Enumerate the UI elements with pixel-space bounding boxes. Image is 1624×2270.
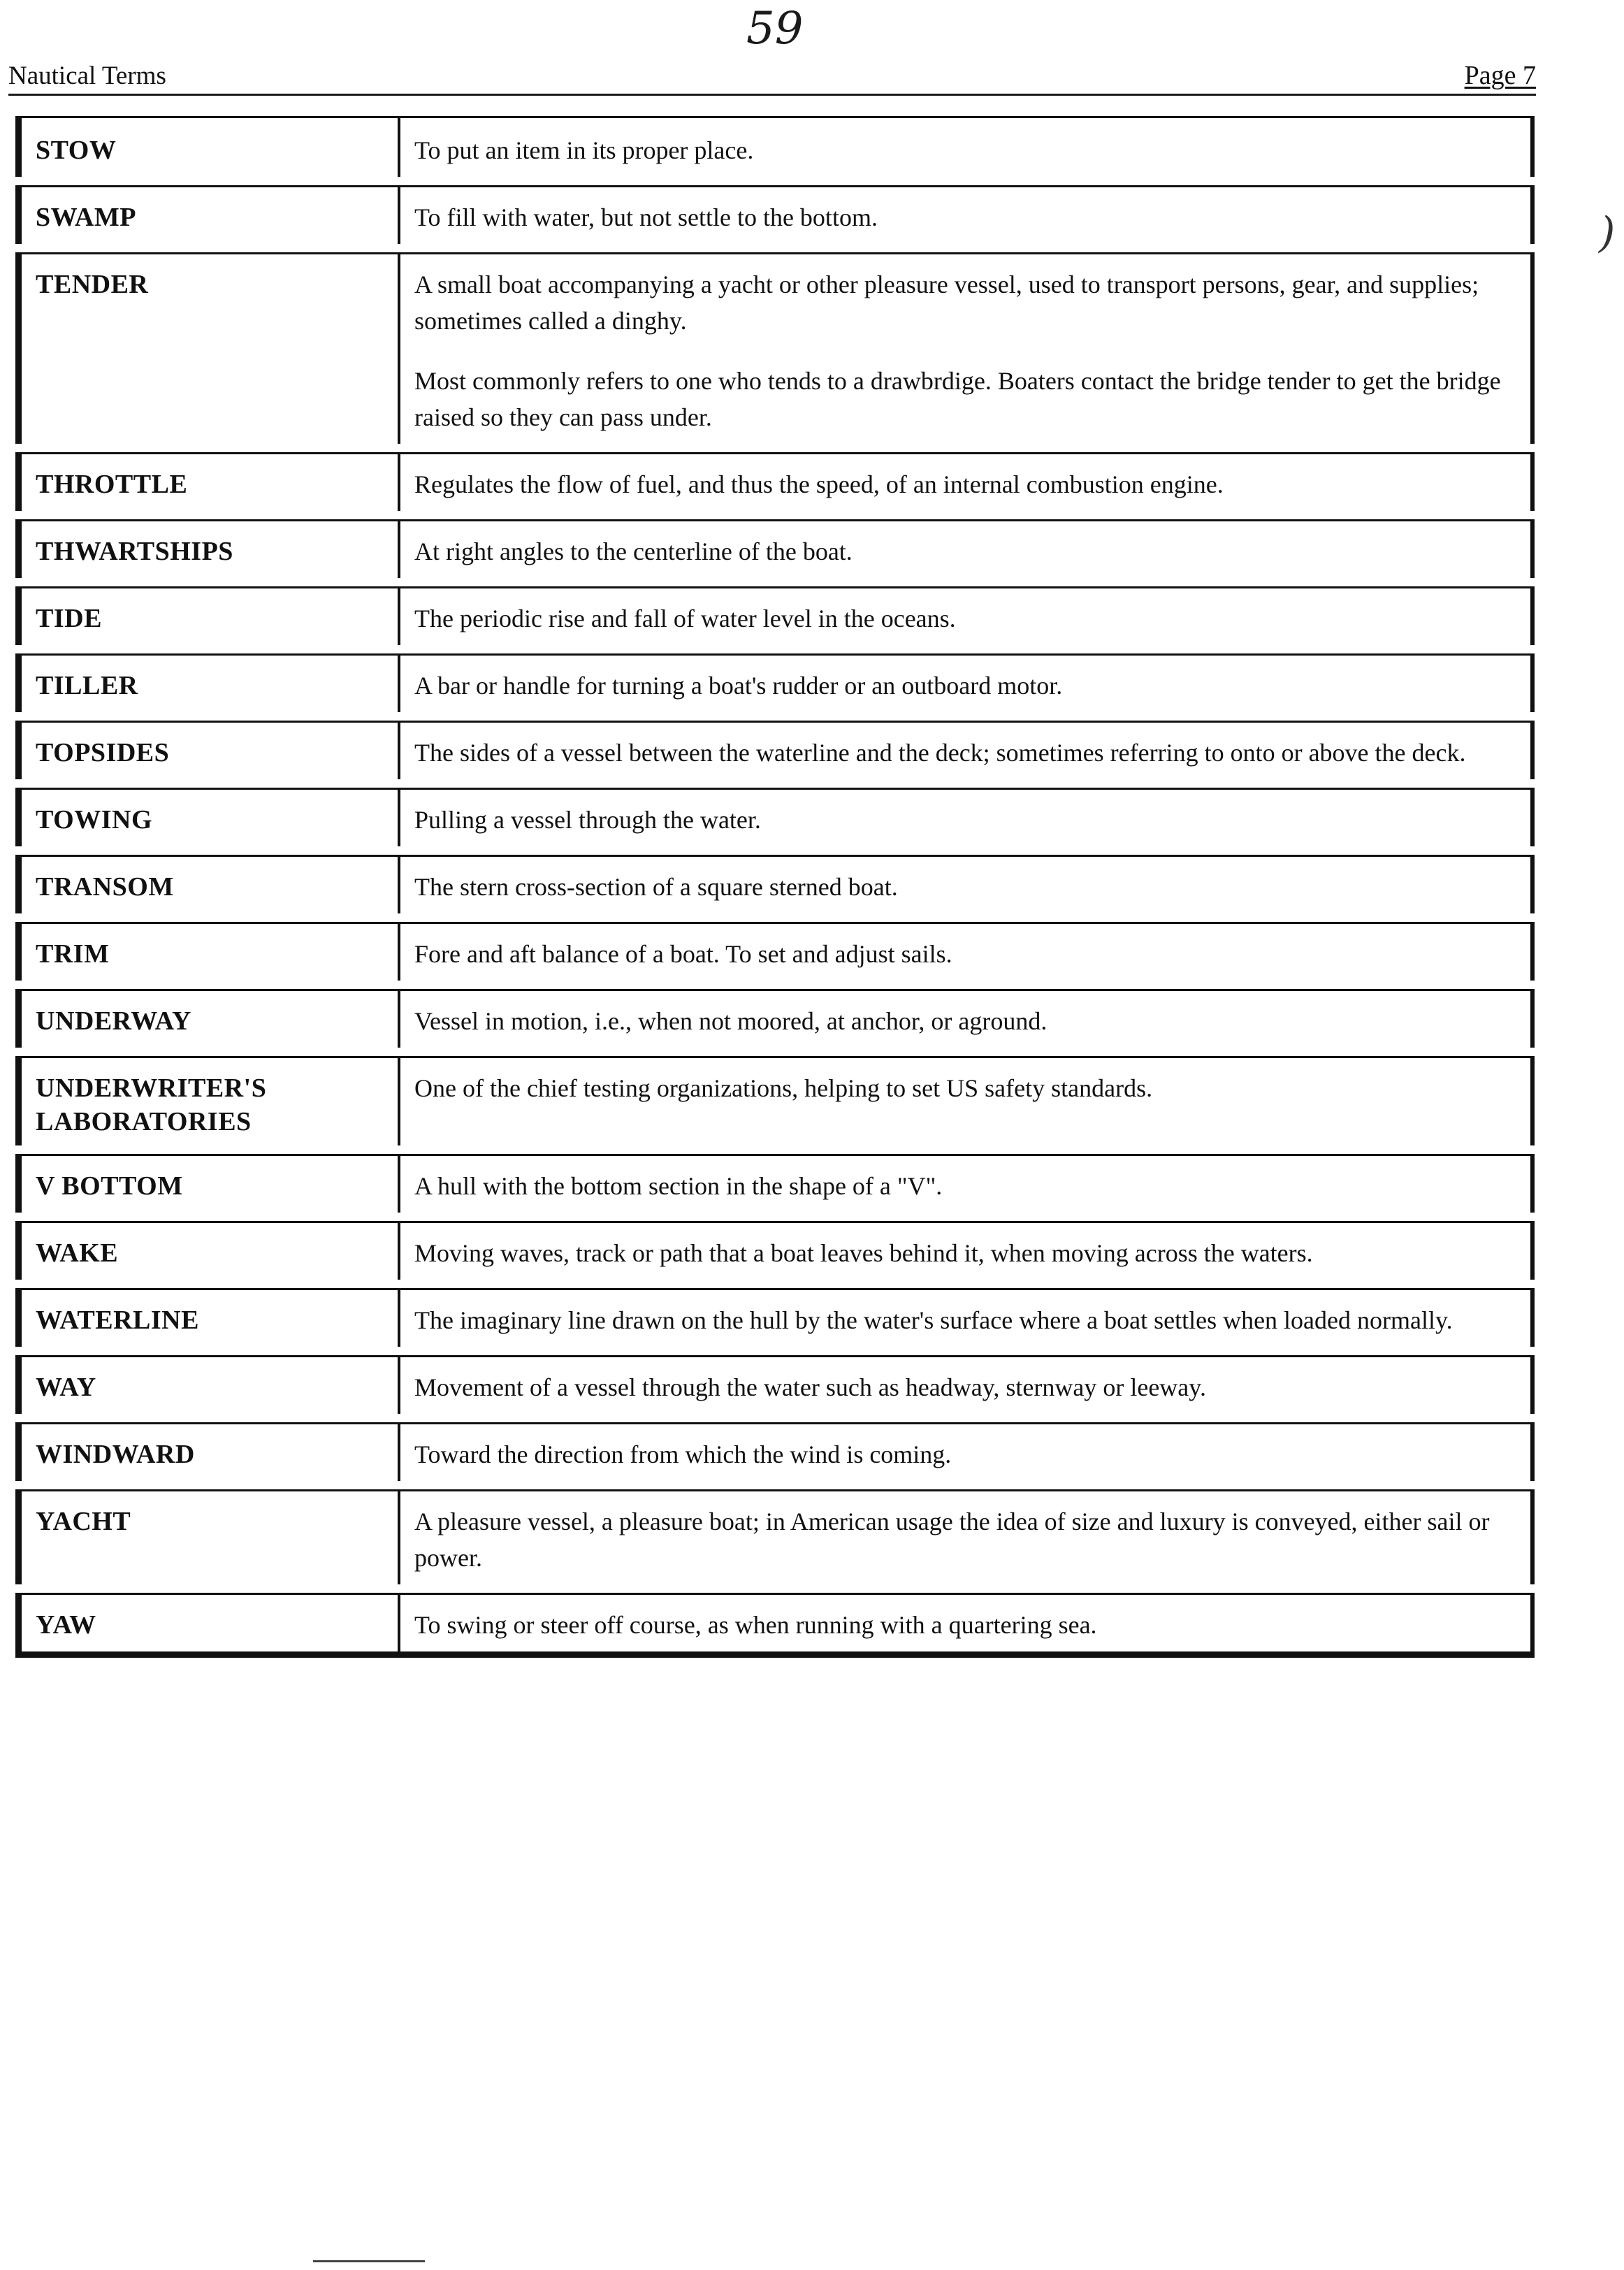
definition-text: Moving waves, track or path that a boat leaves behind it, when moving across the waters.: [414, 1239, 1313, 1267]
glossary-row: [19, 1052, 1533, 1150]
definition-cell: [399, 582, 1532, 649]
definition-cell: [399, 783, 1532, 851]
definition-text: Movement of a vessel through the water such as headway, sternway or leeway.: [414, 1373, 1206, 1401]
definition-text: The imaginary line drawn on the hull by the water's surface where a boat settles when loaded normally.: [414, 1306, 1453, 1334]
definition-text: Fore and aft balance of a boat. To set and adjust sails.: [414, 940, 952, 968]
document-title: Nautical Terms: [8, 62, 166, 90]
term-cell: TILLER: [19, 649, 400, 716]
term-cell: TRIM: [19, 918, 400, 985]
term-cell: V BOTTOM: [19, 1150, 400, 1217]
definition-text: The periodic rise and fall of water level in the oceans.: [414, 605, 956, 632]
term-cell: WAKE: [19, 1217, 400, 1284]
glossary-row: [19, 448, 1533, 515]
definition-text: The stern cross-section of a square sterned boat.: [414, 873, 898, 901]
term-cell: TENDER: [19, 248, 400, 448]
glossary-row: [19, 1217, 1533, 1284]
glossary-row: [19, 1351, 1533, 1418]
definition-text: Pulling a vessel through the water.: [414, 806, 761, 834]
definition-cell: [399, 1284, 1532, 1351]
term-cell: UNDERWAY: [19, 985, 400, 1052]
definition-cell: [399, 649, 1532, 716]
glossary-row: [19, 918, 1533, 985]
glossary-row: [19, 1284, 1533, 1351]
term-cell: TOWING: [19, 783, 400, 851]
definition-text: A small boat accompanying a yacht or other pleasure vessel, used to transport persons, gear, and supplies; sometimes called a dinghy.: [414, 270, 1479, 335]
term-cell: THWARTSHIPS: [19, 515, 400, 582]
definition-cell: [399, 985, 1532, 1052]
definition-text: To swing or steer off course, as when running with a quartering sea.: [414, 1611, 1097, 1639]
glossary-row: [19, 716, 1533, 783]
page-number: Page 7: [1464, 61, 1536, 90]
term-cell: UNDERWRITER'S LABORATORIES: [19, 1052, 400, 1150]
term-cell: THROTTLE: [19, 448, 400, 515]
glossary-row: [19, 582, 1533, 649]
definition-cell: [399, 181, 1532, 248]
definition-text: At right angles to the centerline of the boat.: [414, 537, 853, 565]
term-cell: SWAMP: [19, 181, 400, 248]
term-cell: YAW: [19, 1589, 400, 1655]
glossary-row: [19, 181, 1533, 248]
definition-cell: [399, 248, 1532, 448]
glossary-row: [19, 515, 1533, 582]
definition-text: To put an item in its proper place.: [414, 136, 754, 164]
handwritten-page-number: 59: [746, 3, 804, 55]
definition-text: A hull with the bottom section in the shape of a "V".: [414, 1172, 943, 1200]
definition-cell: [399, 117, 1532, 182]
definition-cell: [399, 515, 1532, 582]
margin-mark: ): [1599, 208, 1616, 257]
glossary-row: [19, 1485, 1533, 1589]
definition-text: To fill with water, but not settle to the bottom.: [414, 203, 878, 231]
definition-cell: [399, 918, 1532, 985]
glossary-row: [19, 649, 1533, 716]
definition-cell: [399, 716, 1532, 783]
footer-rule: [313, 2260, 425, 2262]
definition-text: Most commonly refers to one who tends to a drawbrdige. Boaters contact the bridge tender to get the bridge raised so they can pass under.: [414, 367, 1501, 431]
term-cell: WINDWARD: [19, 1418, 400, 1485]
term-cell: TIDE: [19, 582, 400, 649]
definition-cell: [399, 1418, 1532, 1485]
definition-cell: [399, 1485, 1532, 1589]
definition-cell: [399, 1589, 1532, 1655]
glossary-row: [19, 1150, 1533, 1217]
glossary-row: [19, 248, 1533, 448]
glossary-body: [19, 117, 1533, 1655]
definition-text: Regulates the flow of fuel, and thus the speed, of an internal combustion engine.: [414, 470, 1224, 498]
definition-text: Vessel in motion, i.e., when not moored, at anchor, or aground.: [414, 1007, 1047, 1035]
definition-text: Toward the direction from which the wind is coming.: [414, 1440, 952, 1468]
term-cell: STOW: [19, 117, 400, 182]
term-cell: TRANSOM: [19, 851, 400, 918]
term-cell: WAY: [19, 1351, 400, 1418]
glossary-row: [19, 783, 1533, 851]
term-cell: WATERLINE: [19, 1284, 400, 1351]
definition-cell: [399, 448, 1532, 515]
glossary-row: [19, 1589, 1533, 1655]
glossary-row: [19, 851, 1533, 918]
definition-cell: [399, 1217, 1532, 1284]
definition-cell: [399, 851, 1532, 918]
definition-text: One of the chief testing organizations, helping to set US safety standards.: [414, 1074, 1153, 1102]
glossary-row: [19, 117, 1533, 182]
definition-cell: [399, 1150, 1532, 1217]
definition-cell: [399, 1052, 1532, 1150]
definition-cell: [399, 1351, 1532, 1418]
definition-text: A pleasure vessel, a pleasure boat; in American usage the idea of size and luxury is conveyed, either sail or power.: [414, 1508, 1490, 1572]
glossary-table: [15, 116, 1535, 1658]
term-cell: TOPSIDES: [19, 716, 400, 783]
definition-text: The sides of a vessel between the waterline and the deck; sometimes referring to onto or above the deck.: [414, 739, 1466, 767]
glossary-row: [19, 985, 1533, 1052]
term-cell: YACHT: [19, 1485, 400, 1589]
definition-text: A bar or handle for turning a boat's rudder or an outboard motor.: [414, 672, 1063, 700]
page-header: [8, 55, 1536, 96]
glossary-row: [19, 1418, 1533, 1485]
